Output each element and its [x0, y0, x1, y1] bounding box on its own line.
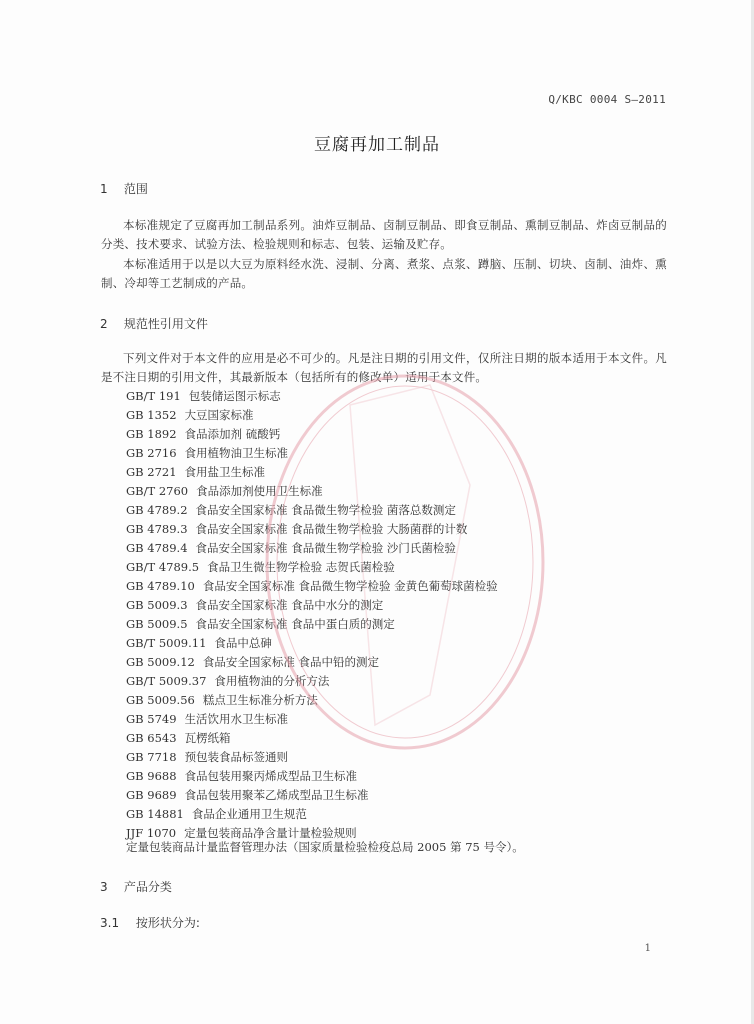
reference-item [126, 520, 666, 539]
reference-item [126, 425, 666, 444]
section-2-heading [100, 315, 208, 332]
measurement-regulation-note: 定量包装商品计量监督管理办法（国家质量检验检疫总局 2005 第 75 号令）。 [126, 840, 524, 854]
reference-item [126, 596, 666, 615]
reference-code: GB/T 2760 [126, 484, 189, 498]
reference-item [126, 577, 666, 596]
reference-code: GB 4789.4 [126, 541, 188, 555]
reference-title: 食品安全国家标准 食品中水分的测定 [195, 598, 384, 612]
section-title: 产品分类 [123, 880, 172, 894]
reference-item [126, 729, 666, 748]
reference-title: 食用植物油的分析方法 [214, 674, 330, 688]
reference-item [126, 767, 666, 786]
reference-code: GB 9688 [126, 769, 177, 783]
reference-code: GB/T 5009.11 [126, 636, 207, 650]
reference-item [126, 786, 666, 805]
reference-title: 食品安全国家标准 食品微生物学检验 大肠菌群的计数 [195, 522, 468, 536]
section-number: 1 [100, 182, 108, 196]
section-title: 规范性引用文件 [123, 317, 208, 331]
reference-code: GB 9689 [126, 788, 177, 802]
subsection-3-1-heading [100, 914, 200, 931]
reference-code: GB 14881 [126, 807, 184, 821]
reference-code: GB 2716 [126, 446, 177, 460]
reference-code: GB 4789.3 [126, 522, 188, 536]
reference-code: GB 5009.12 [126, 655, 195, 669]
reference-item [126, 710, 666, 729]
reference-item [126, 558, 666, 577]
reference-code: GB 7718 [126, 750, 177, 764]
reference-title: 食品安全国家标准 食品微生物学检验 金黄色葡萄球菌检验 [202, 579, 498, 593]
reference-title: 食品中总砷 [214, 636, 272, 650]
page-number: 1 [644, 943, 651, 954]
reference-item [126, 406, 666, 425]
reference-title: 食品卫生微生物学检验 志贺氏菌检验 [207, 560, 395, 574]
reference-code: JJF 1070 [126, 826, 177, 840]
reference-item [126, 539, 666, 558]
subsection-title: 按形状分为: [135, 916, 200, 930]
reference-code: GB 5009.56 [126, 693, 195, 707]
reference-title: 包装储运图示标志 [188, 389, 281, 403]
reference-item [126, 805, 666, 824]
reference-code: GB 6543 [126, 731, 177, 745]
reference-title: 食品添加剂使用卫生标准 [196, 484, 323, 498]
document-title: 豆腐再加工制品 [314, 135, 440, 155]
reference-title: 大豆国家标准 [184, 408, 254, 422]
reference-code: GB/T 191 [126, 389, 181, 403]
reference-item [126, 634, 666, 653]
reference-code: GB 5749 [126, 712, 177, 726]
reference-code: GB 1352 [126, 408, 177, 422]
reference-title: 瓦楞纸箱 [184, 731, 231, 745]
reference-title: 食品企业通用卫生规范 [191, 807, 307, 821]
section-number: 2 [100, 317, 108, 331]
reference-item [126, 691, 666, 710]
reference-code: GB 2721 [126, 465, 177, 479]
reference-title: 食品安全国家标准 食品微生物学检验 菌落总数测定 [195, 503, 456, 517]
reference-code: GB 1892 [126, 427, 177, 441]
section-title: 范围 [123, 182, 148, 196]
reference-title: 食用植物油卫生标准 [184, 446, 289, 460]
subsection-number: 3.1 [100, 916, 120, 930]
scope-paragraph-1: 本标准规定了豆腐再加工制品系列。油炸豆制品、卤制豆制品、即食豆制品、熏制豆制品、炸卤豆制品的分类、技术要求、试验方法、检验规则和标志、包装、运输及贮存。 [101, 218, 667, 251]
reference-code: GB 5009.3 [126, 598, 188, 612]
reference-title: 预包装食品标签通则 [184, 750, 289, 764]
scope-paragraph-2: 本标准适用于以是以大豆为原料经水洗、浸制、分离、煮浆、点浆、蹲脑、压制、切块、卤制、油炸、熏制、冷却等工艺制成的产品。 [101, 257, 667, 290]
reference-title: 定量包装商品净含量计量检验规则 [184, 826, 357, 840]
section-3-heading [100, 878, 172, 895]
reference-title: 食品安全国家标准 食品中蛋白质的测定 [195, 617, 395, 631]
section-1-heading [100, 180, 148, 197]
reference-title: 食品安全国家标准 食品微生物学检验 沙门氏菌检验 [195, 541, 456, 555]
reference-list [126, 387, 666, 843]
reference-code: GB 5009.5 [126, 617, 188, 631]
reference-code: GB/T 5009.37 [126, 674, 207, 688]
reference-title: 糕点卫生标准分析方法 [202, 693, 318, 707]
reference-code: GB 4789.2 [126, 503, 188, 517]
reference-item [126, 387, 666, 406]
reference-item [126, 615, 666, 634]
section-number: 3 [100, 880, 108, 894]
reference-item [126, 444, 666, 463]
reference-item [126, 672, 666, 691]
references-intro: 下列文件对于本文件的应用是必不可少的。凡是注日期的引用文件，仅所注日期的版本适用于本文件。凡是不注日期的引用文件，其最新版本（包括所有的修改单）适用于本文件。 [101, 351, 667, 384]
reference-item [126, 501, 666, 520]
reference-title: 食品添加剂 硫酸钙 [184, 427, 281, 441]
reference-item [126, 748, 666, 767]
reference-title: 生活饮用水卫生标准 [184, 712, 289, 726]
reference-title: 食品安全国家标准 食品中铅的测定 [202, 655, 380, 669]
reference-title: 食用盐卫生标准 [184, 465, 266, 479]
reference-code: GB 4789.10 [126, 579, 195, 593]
reference-title: 食品包装用聚丙烯成型品卫生标准 [184, 769, 358, 783]
reference-code: GB/T 4789.5 [126, 560, 200, 574]
standard-code: Q/KBC 0004 S—2011 [548, 93, 666, 106]
reference-item [126, 653, 666, 672]
reference-title: 食品包装用聚苯乙烯成型品卫生标准 [184, 788, 369, 802]
reference-item [126, 482, 666, 501]
reference-item [126, 463, 666, 482]
